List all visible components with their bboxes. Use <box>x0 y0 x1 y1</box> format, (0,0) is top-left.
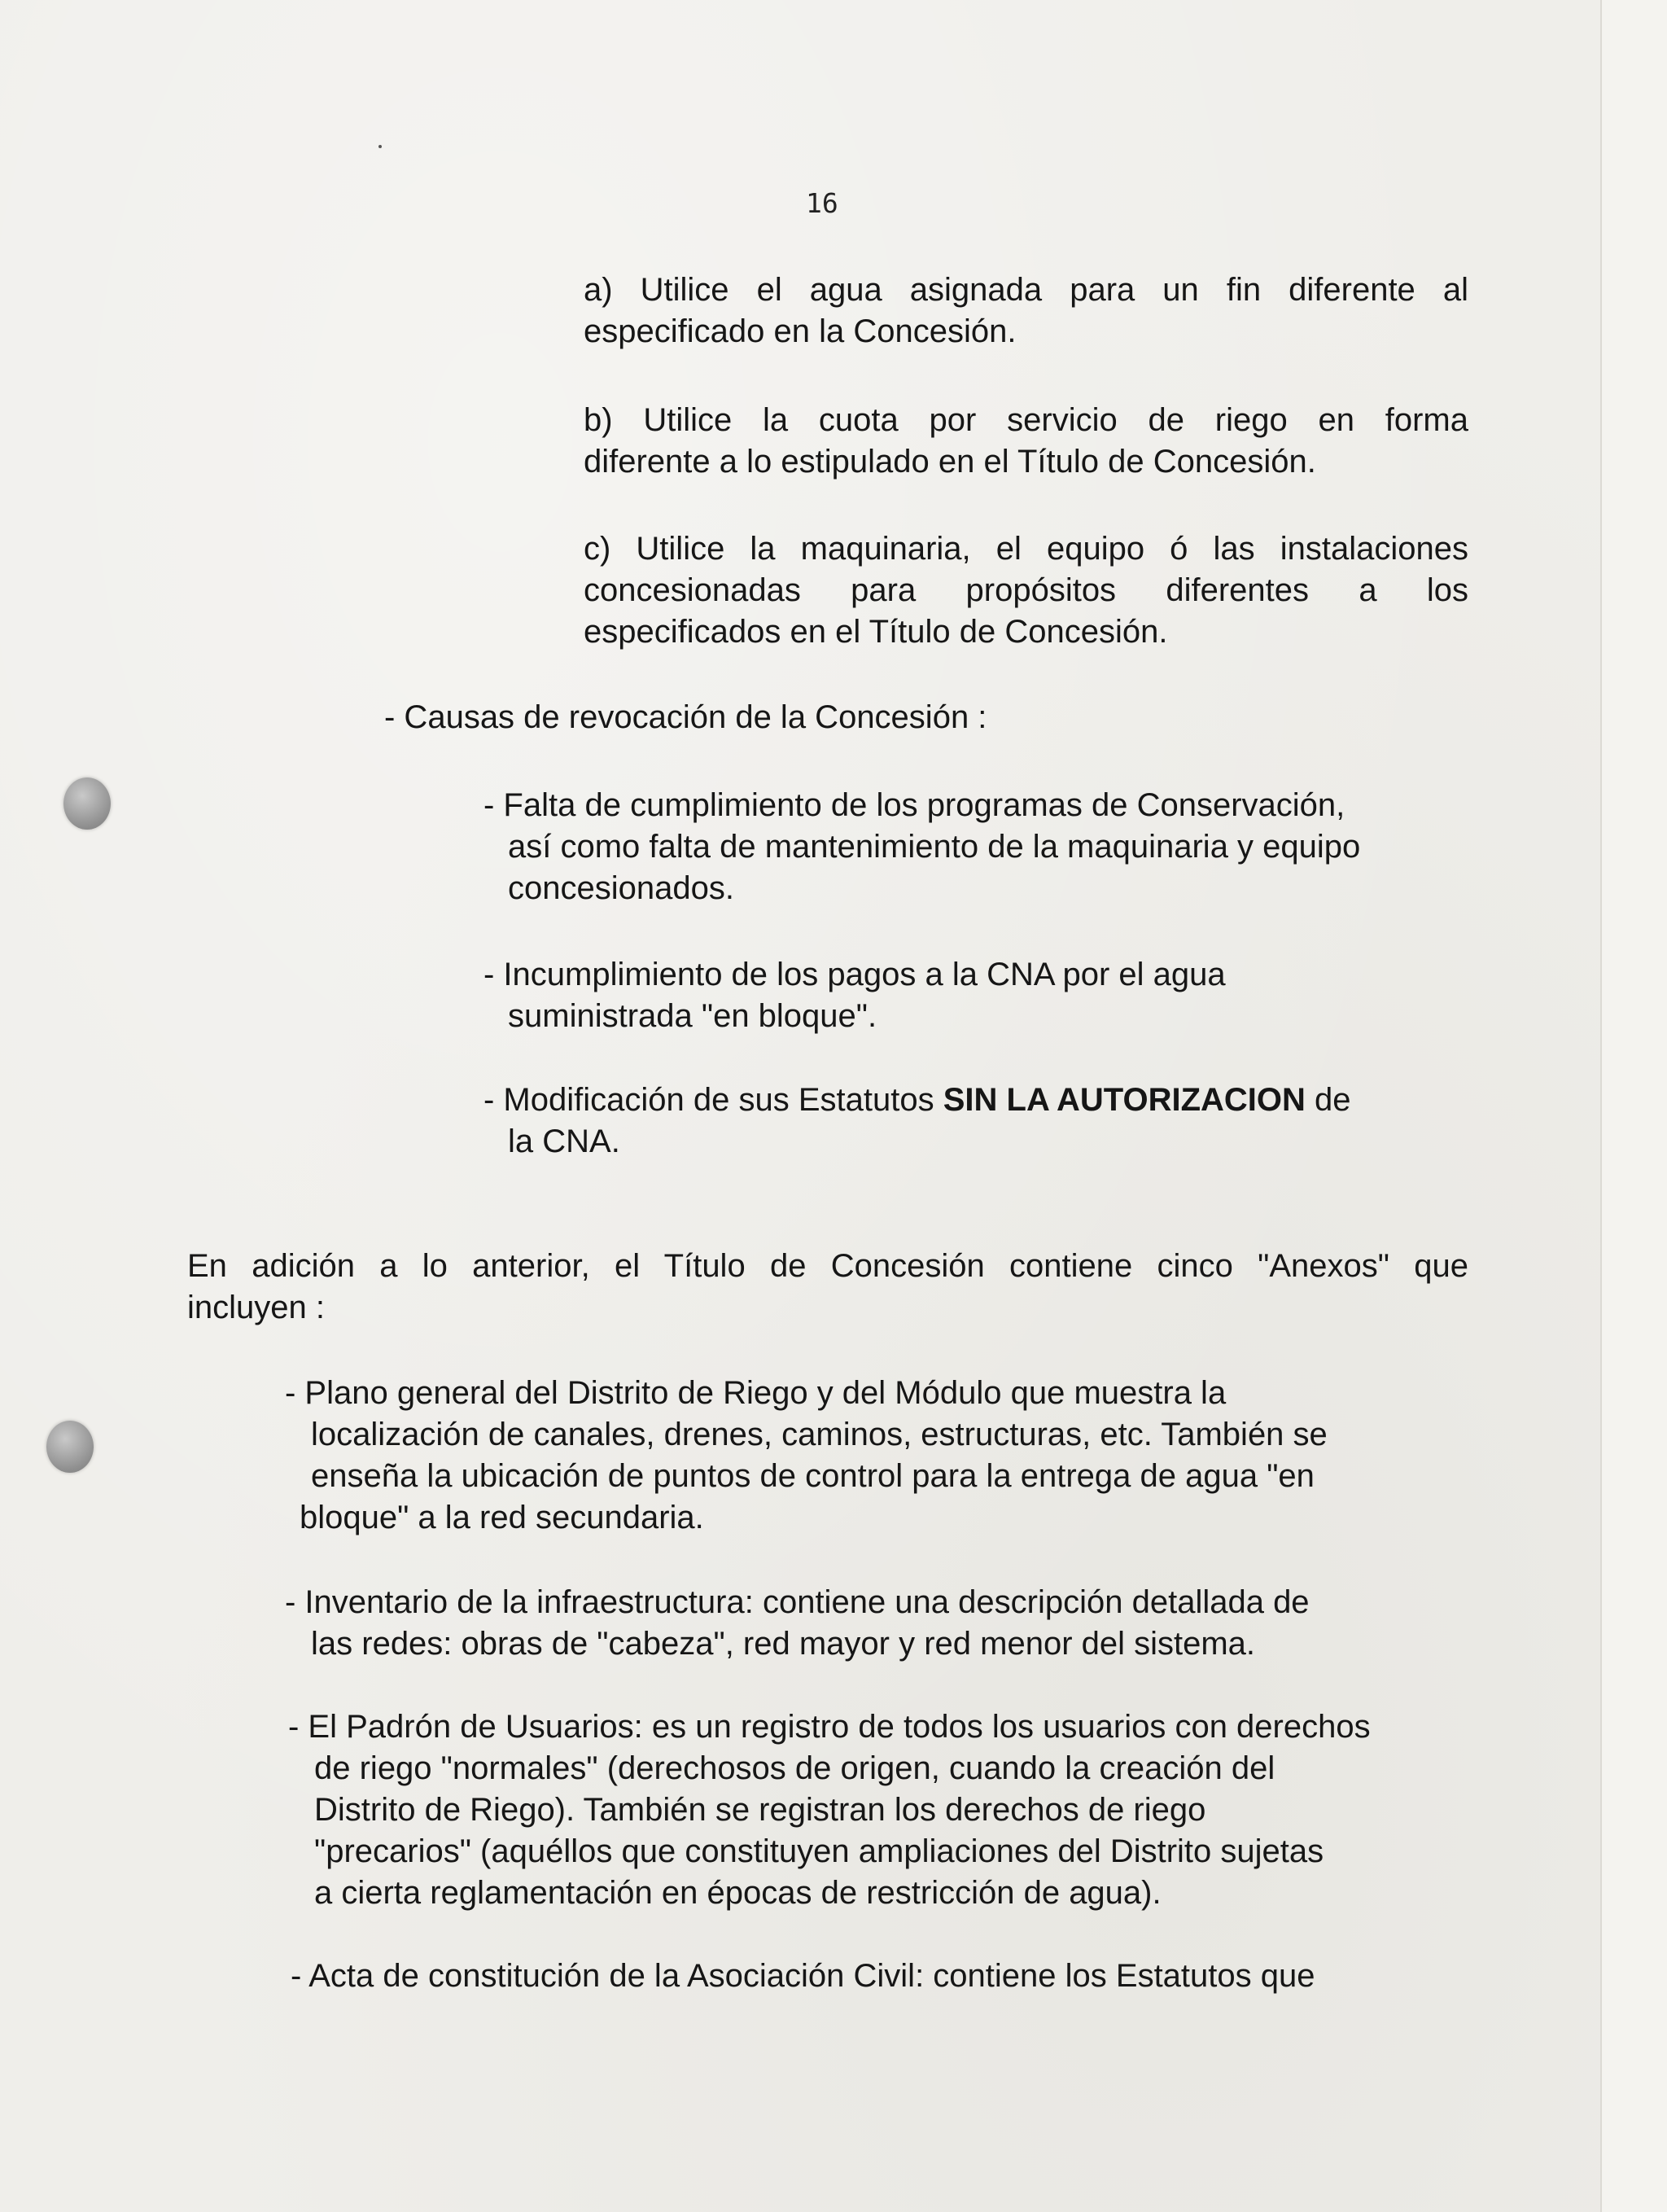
annex-item-1-line-2: localización de canales, drenes, caminos, estructuras, etc. También se <box>311 1417 1328 1452</box>
revocation-item-2 <box>483 954 1468 1037</box>
annex-item-1 <box>285 1373 1473 1539</box>
page-edge-strip <box>1600 0 1667 2212</box>
annex-item-3-line-4: "precarios" (aquéllos que constituyen ampliaciones del Distrito sujetas <box>314 1833 1324 1869</box>
revocation-item-1-line-3: concesionados. <box>508 870 734 906</box>
page-number: 16 <box>806 187 838 219</box>
item-b <box>584 400 1468 483</box>
item-a <box>584 269 1468 353</box>
item-a-line-2: especificado en la Concesión. <box>584 313 1017 349</box>
speck <box>378 145 382 148</box>
revocation-item-3-line-1 <box>483 1080 1477 1121</box>
item-b-line-1: b) Utilice la cuota por servicio de riego en forma <box>584 402 1468 438</box>
annex-item-4 <box>291 1956 1479 1997</box>
annex-intro-line-2: incluyen : <box>187 1290 325 1325</box>
annex-item-3-line-1: - El Padrón de Usuarios: es un registro de todos los usuarios con derechos <box>288 1709 1371 1745</box>
item-c <box>584 528 1468 653</box>
item-c-line-3: especificados en el Título de Concesión. <box>584 614 1168 650</box>
item-c-line-1: c) Utilice la maquinaria, el equipo ó las instalaciones <box>584 531 1468 567</box>
revocation-item-1-line-1: - Falta de cumplimiento de los programas de Conservación, <box>483 787 1345 823</box>
revocation-item-3 <box>483 1080 1477 1163</box>
annex-item-1-line-4: bloque" a la red secundaria. <box>300 1500 704 1535</box>
annex-intro-line-1: En adición a lo anterior, el Título de Concesión contiene cinco "Anexos" que <box>187 1248 1468 1284</box>
annex-item-3-line-2: de riego "normales" (derechosos de origen, cuando la creación del <box>314 1750 1275 1786</box>
annex-item-3 <box>288 1706 1477 1914</box>
punch-hole-bottom <box>46 1421 94 1473</box>
revocation-item-2-line-2: suministrada "en bloque". <box>508 998 877 1034</box>
revocation-item-3-line-2: la CNA. <box>508 1124 620 1159</box>
annex-item-4-line-1: - Acta de constitución de la Asociación Civil: contiene los Estatutos que <box>291 1958 1315 1994</box>
revocation-item-3-text-b: de <box>1305 1082 1351 1118</box>
annex-item-3-line-5: a cierta reglamentación en épocas de restricción de agua). <box>314 1875 1162 1911</box>
revocation-item-3-text-a: - Modificación de sus Estatutos <box>483 1082 943 1118</box>
revocation-item-1 <box>483 785 1468 909</box>
punch-hole-top <box>63 777 111 830</box>
item-c-line-2: concesionadas para propósitos diferentes a los <box>584 572 1468 608</box>
revocation-heading: - Causas de revocación de la Concesión : <box>384 699 987 735</box>
annex-item-3-line-3: Distrito de Riego). También se registran los derechos de riego <box>314 1792 1206 1828</box>
annex-intro <box>187 1246 1468 1329</box>
annex-item-1-line-3: enseña la ubicación de puntos de control para la entrega de agua "en <box>311 1458 1315 1494</box>
revocation-item-1-line-2: así como falta de mantenimiento de la maquinaria y equipo <box>508 829 1361 865</box>
annex-item-2 <box>285 1582 1473 1665</box>
item-a-line-1: a) Utilice el agua asignada para un fin diferente al <box>584 272 1468 308</box>
annex-item-2-line-1: - Inventario de la infraestructura: contiene una descripción detallada de <box>285 1584 1310 1620</box>
revocation-item-3-emphasis: SIN LA AUTORIZACION <box>943 1082 1306 1118</box>
revocation-item-2-line-1: - Incumplimiento de los pagos a la CNA por el agua <box>483 957 1226 992</box>
annex-item-1-line-1: - Plano general del Distrito de Riego y del Módulo que muestra la <box>285 1375 1227 1411</box>
annex-item-2-line-2: las redes: obras de "cabeza", red mayor y red menor del sistema. <box>311 1626 1256 1662</box>
item-b-line-2: diferente a lo estipulado en el Título de Concesión. <box>584 444 1316 480</box>
